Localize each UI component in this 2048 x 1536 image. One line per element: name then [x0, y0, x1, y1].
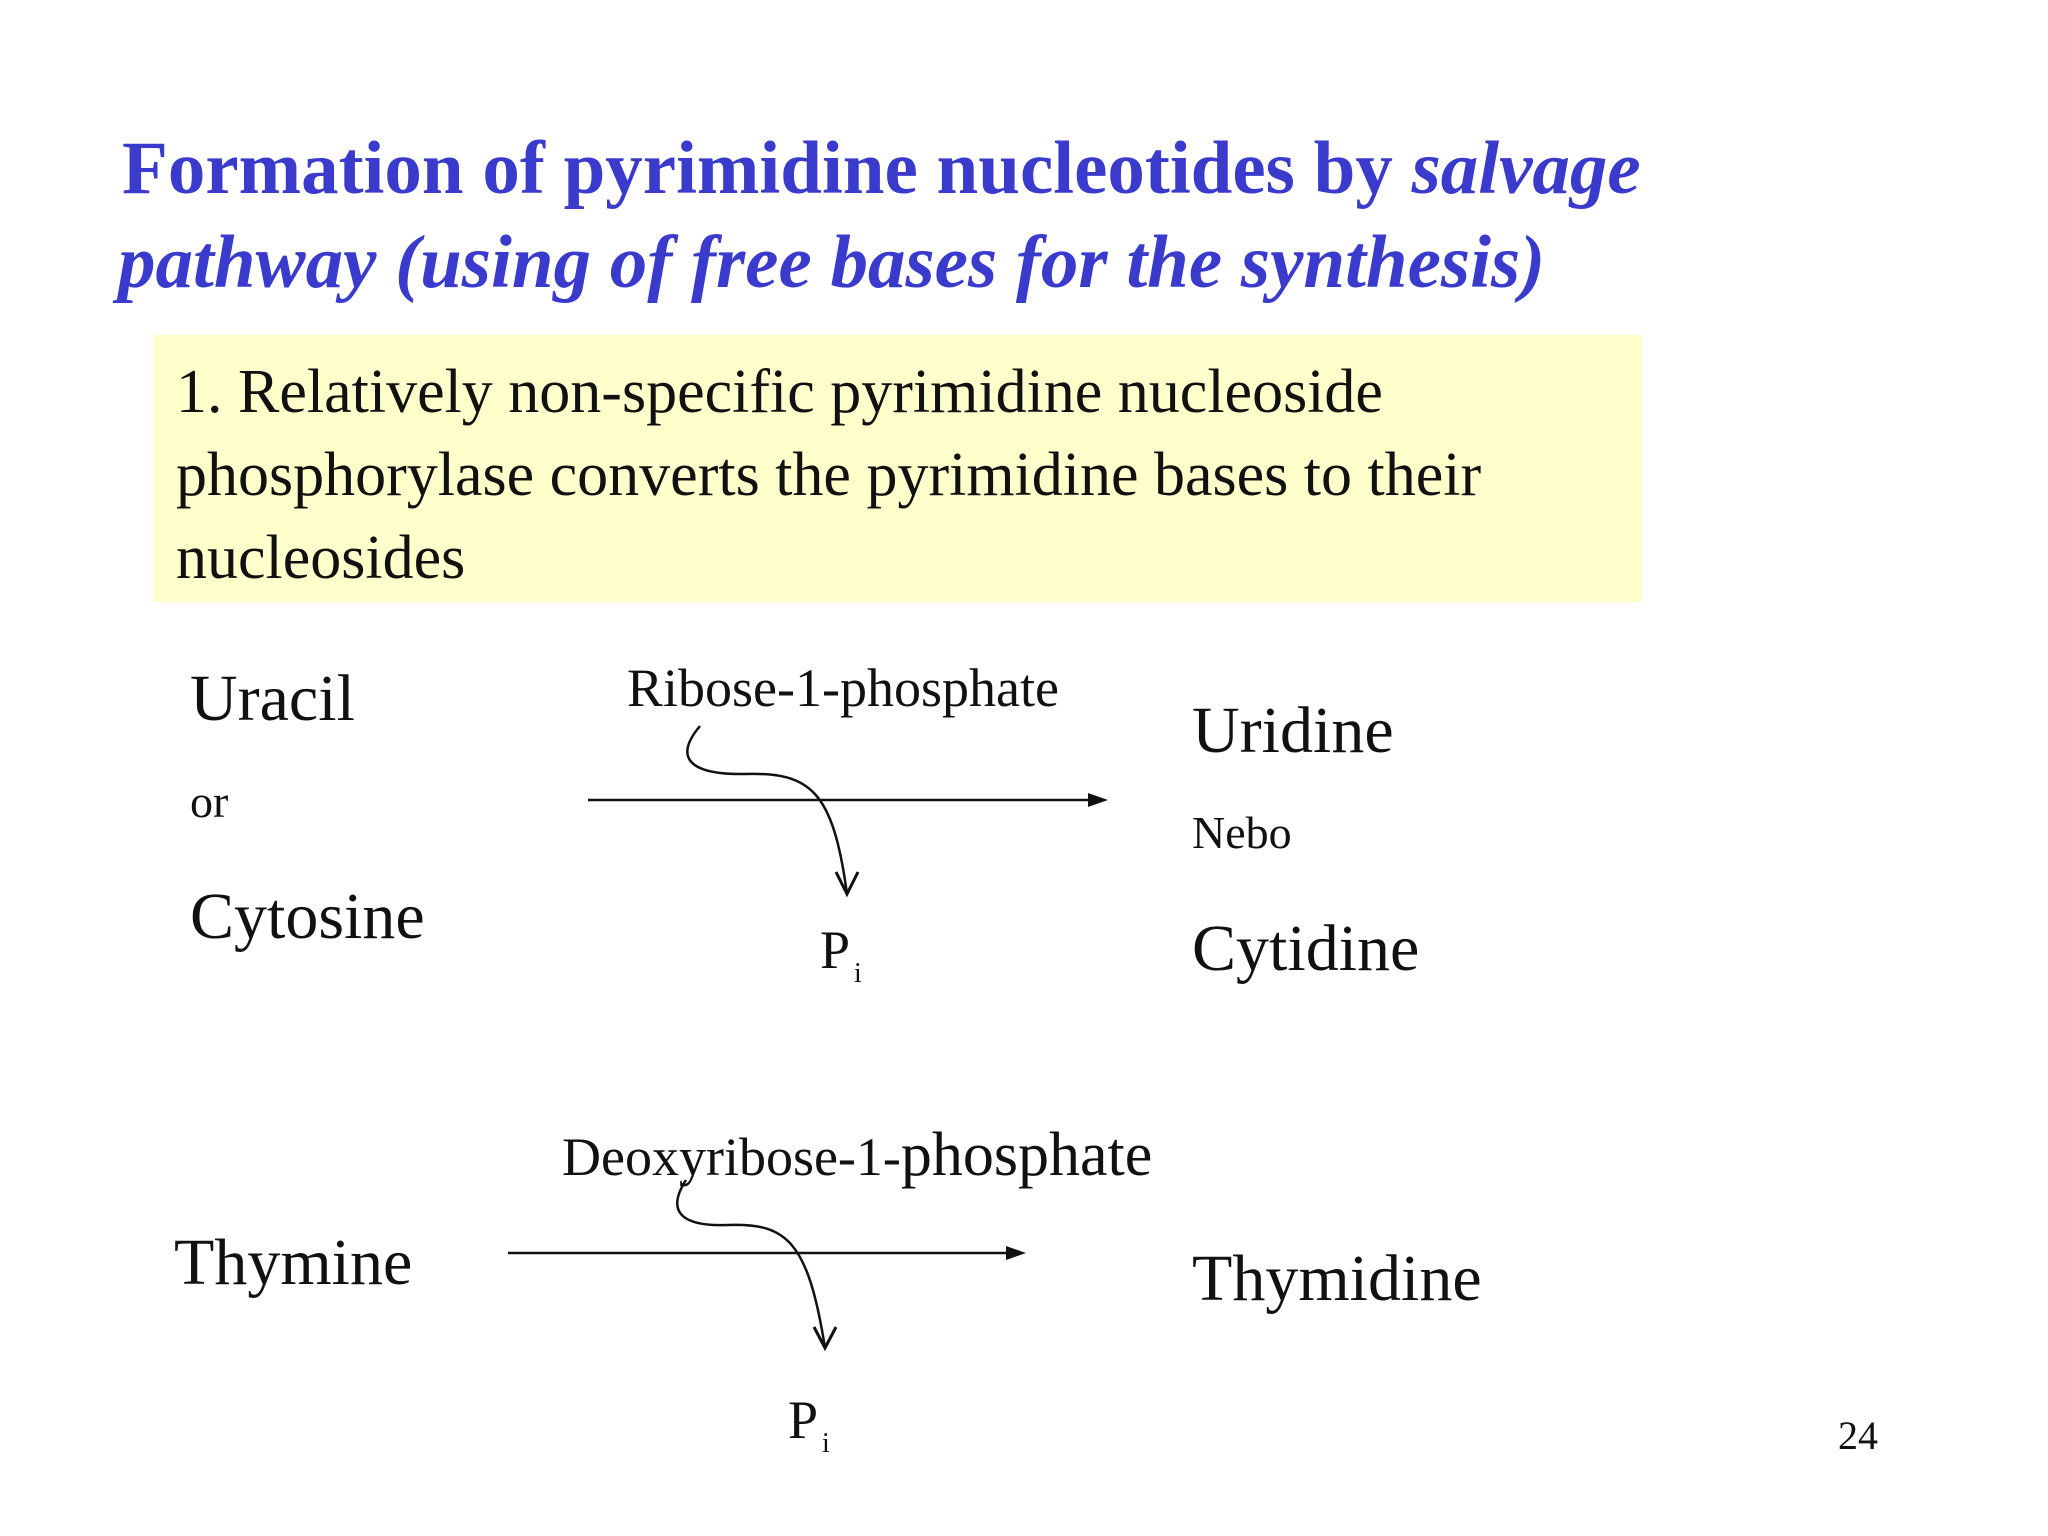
slide-title — [118, 122, 1822, 310]
byproduct-phosphate — [820, 918, 862, 1006]
reaction-1-curved-arrow — [687, 726, 847, 894]
substrate-cytosine: Cytosine — [190, 880, 425, 953]
reaction-1-arrowhead — [1088, 793, 1108, 807]
cosubstrate-ribose-1-phosphate: Ribose-1-phosphate — [627, 658, 1059, 718]
substrate-uracil: Uracil — [190, 662, 355, 735]
title-italic-salvage: salvage — [1411, 127, 1641, 210]
cosubstrate-deoxyribose-1-phosphate — [562, 1120, 1152, 1191]
product-cytidine: Cytidine — [1192, 912, 1420, 985]
connector-or: or — [190, 776, 229, 827]
page-number: 24 — [1838, 1413, 1878, 1458]
note-line-3: nucleosides — [176, 524, 466, 592]
byproduct-subscript-2: i — [822, 1428, 830, 1459]
title-line-2: pathway (using of free bases for the synthesis) — [118, 221, 1546, 304]
reaction-2-curved-arrowhead — [814, 1327, 836, 1348]
cosubstrate-part-b: phosphate — [900, 1121, 1153, 1189]
byproduct-subscript: i — [854, 958, 862, 989]
product-uridine: Uridine — [1192, 694, 1394, 767]
connector-nebo: Nebo — [1192, 807, 1292, 858]
cosubstrate-part-a: Deoxyribose-1- — [562, 1127, 901, 1187]
note-line-2: phosphorylase converts the pyrimidine bases to their — [176, 441, 1482, 509]
reaction-2-arrowhead — [1006, 1246, 1026, 1260]
reaction-2-curved-arrow — [677, 1180, 825, 1348]
product-thymidine: Thymidine — [1192, 1242, 1482, 1315]
title-text: Formation of pyrimidine nucleotides by — [122, 127, 1412, 210]
reaction-1-curved-arrowhead — [836, 872, 858, 894]
note-line-1: 1. Relatively non-specific pyrimidine nucleoside — [176, 358, 1383, 426]
substrate-thymine: Thymine — [174, 1226, 413, 1299]
byproduct-phosphate-2 — [788, 1388, 830, 1476]
byproduct-p-2: P — [788, 1390, 819, 1450]
byproduct-p: P — [820, 920, 851, 980]
title-line-1 — [122, 122, 1822, 216]
highlight-note — [154, 335, 1642, 602]
